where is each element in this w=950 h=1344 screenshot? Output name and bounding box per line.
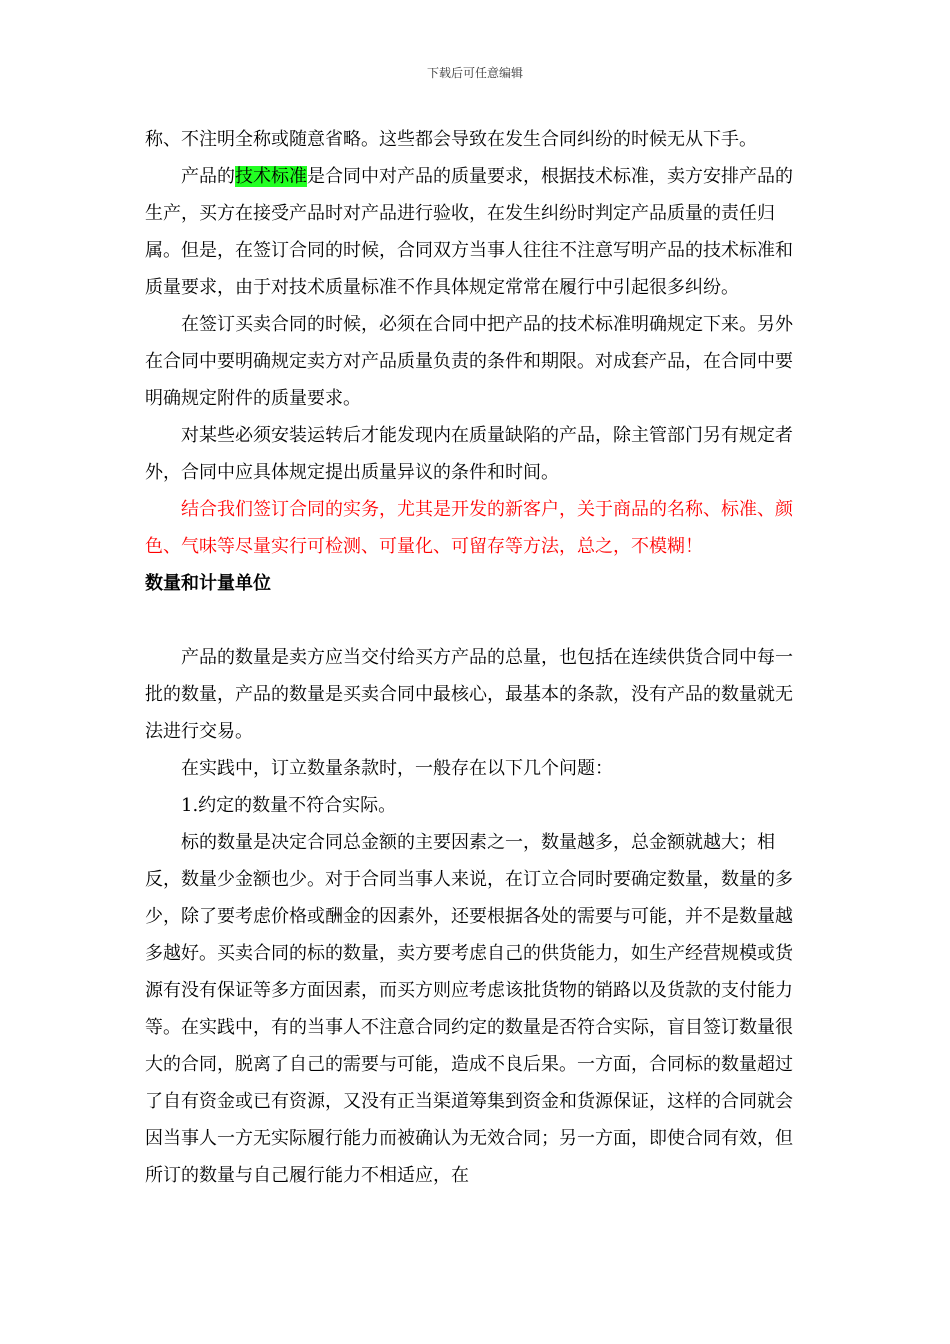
list-item-1: 1.约定的数量不符合实际。 — [181, 795, 397, 816]
paragraph-signing-requirements: 在签订买卖合同的时候，必须在合同中把产品的技术标准明确规定下来。另外在合同中要明确规定卖方对产品质量负责的条件和期限。对成套产品，在合同中要明确规定附件的质量要求。 — [145, 314, 793, 409]
section-heading: 数量和计量单位 — [145, 573, 271, 594]
paragraph-text: 是合同中对产品的质量要求，根据技术标准，卖方安排产品的生产，买方在接受产品时对产品进行验收，在发生纠纷时判定产品质量的责任归属。但是，在签订合同的时候，合同双方当事人往往不注意写明产品的技术标准和质量要求，由于对技术质量标准不作具体规定常常在履行中引起很多纠纷。 — [145, 166, 793, 298]
page-header: 下载后可任意编辑 — [426, 66, 523, 80]
highlighted-term: 技术标准 — [235, 166, 307, 187]
paragraph-quantity-definition: 产品的数量是卖方应当交付给买方产品的总量，也包括在连续供货合同中每一批的数量，产品的数量是买卖合同中最核心，最基本的条款，没有产品的数量就无法进行交易。 — [145, 647, 793, 742]
paragraph-quality-objection: 对某些必须安装运转后才能发现内在质量缺陷的产品，除主管部门另有规定者外，合同中应具体规定提出质量异议的条件和时间。 — [145, 425, 793, 483]
paragraph-quantity-detail: 标的数量是决定合同总金额的主要因素之一，数量越多，总金额就越大；相反，数量少金额也少。对于合同当事人来说，在订立合同时要确定数量，数量的多少，除了要考虑价格或酬金的因素外，还要根据各处的需要与可能，并不是数量越多越好。买卖合同的标的数量，卖方要考虑自己的供货能力，如生产经营规模或货源有没有保证等多方面因素，而买方则应考虑该批货物的销路以及货款的支付能力等。在实践中，有的当事人不注意合同约定的数量是否符合实际，盲目签订数量很大的合同，脱离了自己的需要与可能，造成不良后果。一方面，合同标的数量超过了自有资金或已有资源，又没有正当渠道筹集到资金和货源保证，这样的合同就会因当事人一方无实际履行能力而被确认为无效合同；另一方面，即使合同有效，但所订的数量与自己履行能力不相适应，在 — [145, 832, 793, 1186]
paragraph-problems-intro: 在实践中，订立数量条款时，一般存在以下几个问题： — [181, 758, 613, 779]
paragraph-technical-standard — [145, 158, 805, 306]
paragraph-continuation: 称、不注明全称或随意省略。这些都会导致在发生合同纠纷的时候无从下手。 — [145, 129, 757, 150]
paragraph-red-emphasis: 结合我们签订合同的实务，尤其是开发的新客户，关于商品的名称、标准、颜色、气味等尽量实行可检测、可量化、可留存等方法，总之，不模糊！ — [145, 499, 793, 557]
spacer — [145, 602, 805, 639]
paragraph-text: 产品的 — [181, 166, 235, 187]
document-body — [145, 121, 805, 1194]
